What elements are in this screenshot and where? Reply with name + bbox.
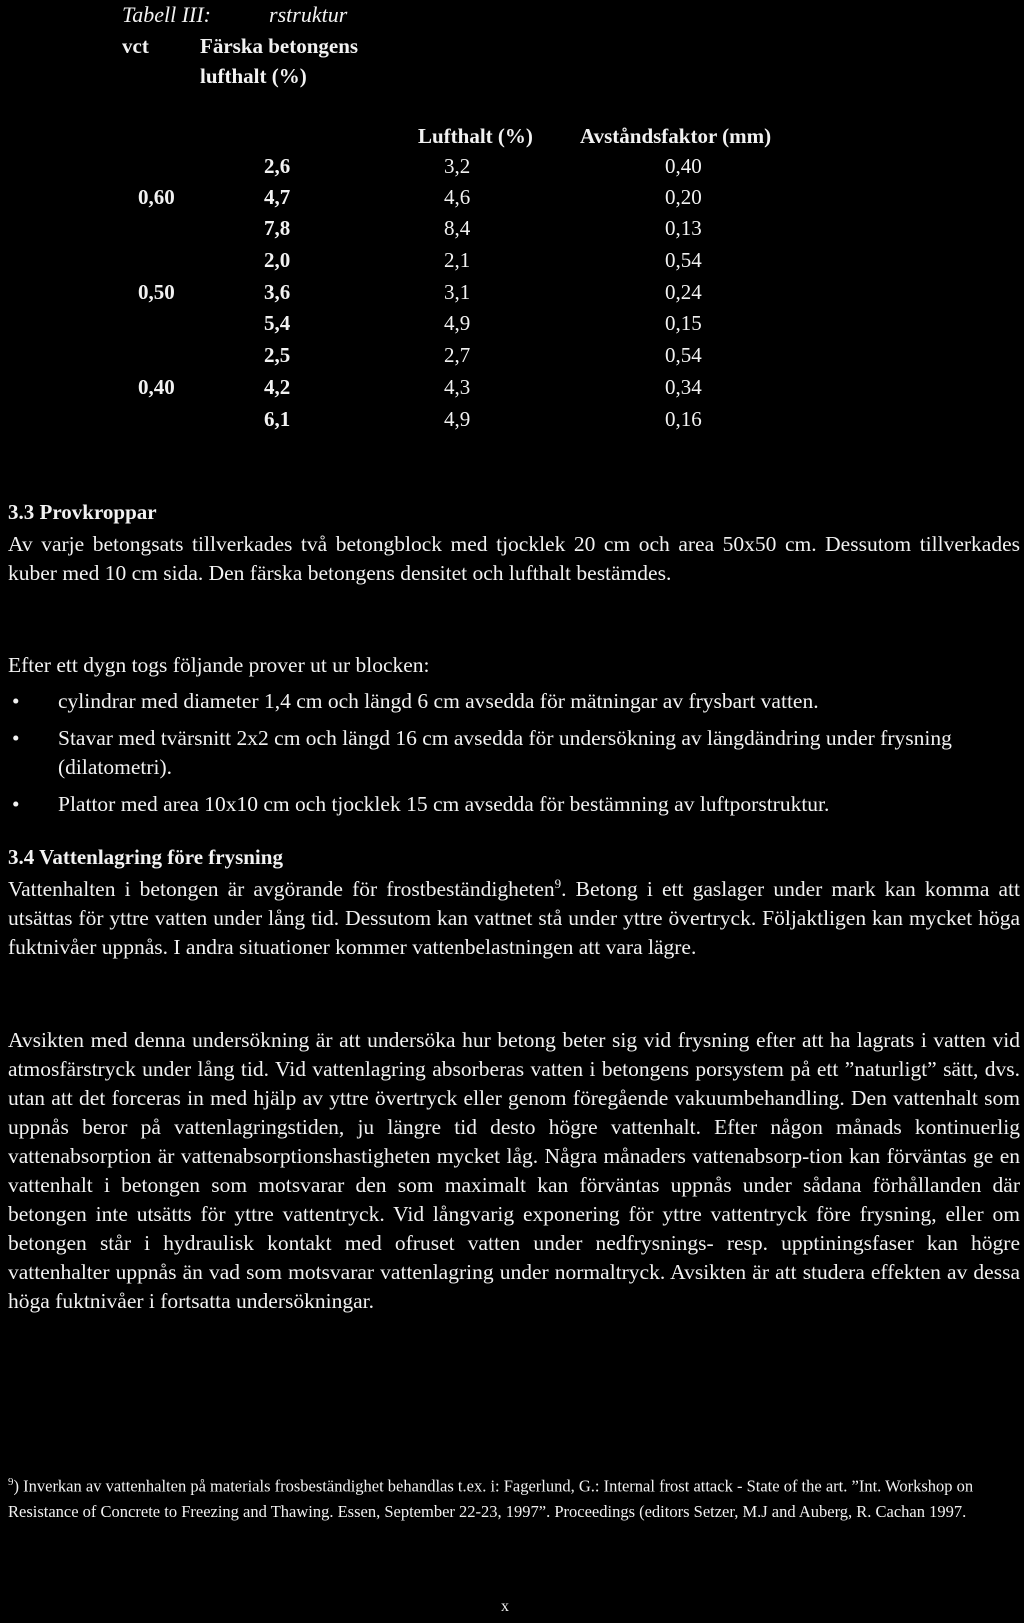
list-item	[8, 790, 1020, 819]
footnote	[8, 1470, 1012, 1524]
bullet-icon: •	[12, 726, 20, 750]
col-header-air-content: Lufthalt (%)	[418, 124, 533, 148]
table-row	[0, 154, 1024, 184]
table-row	[0, 216, 1024, 246]
cell-fresh-air: 4,2	[264, 375, 291, 399]
cell-spacing-factor: 0,40	[665, 154, 702, 178]
paragraph-water-content	[8, 875, 1020, 962]
section-heading-3-3: 3.3 Provkroppar	[8, 500, 157, 524]
table-row	[0, 280, 1024, 310]
cell-spacing-factor: 0,24	[665, 280, 702, 304]
col-header-fresh-air: Färska betongens	[200, 34, 359, 58]
page-number: x	[501, 1598, 509, 1615]
cell-fresh-air: 7,8	[264, 216, 291, 240]
list-item-text: cylindrar med diameter 1,4 cm och längd 6 cm avsedda för mätningar av frysbart vatten.	[58, 689, 819, 713]
paragraph-text: Vattenhalten i betongen är avgörande för frostbeständigheten	[8, 877, 555, 901]
cell-spacing-factor: 0,16	[665, 407, 702, 431]
table-row	[0, 343, 1024, 373]
cell-fresh-air: 4,7	[264, 185, 291, 209]
col-header-fresh-air-unit: lufthalt (%)	[200, 64, 307, 88]
cell-spacing-factor: 0,34	[665, 375, 702, 399]
table-row	[0, 407, 1024, 437]
cell-air-content: 4,9	[444, 311, 471, 335]
bullet-icon: •	[12, 689, 20, 713]
cell-vct: 0,60	[138, 185, 175, 209]
cell-air-content: 8,4	[444, 216, 471, 240]
cell-fresh-air: 2,0	[264, 248, 291, 272]
cell-air-content: 4,9	[444, 407, 471, 431]
paragraph-purpose: Avsikten med denna undersökning är att undersöka hur betong beter sig vid frysning efter att ha lagrats i vatten vid atmosfärstryck under lång tid. Vid vattenlagring absorberas vatten i betongens porsystem på ett ”naturligt” sätt, dvs. utan att det forceras in med hjälp av yttre övertryck eller genom föregående vakuumbehandling. Den vattenhalt som uppnås beror på vattenlagringstiden, ju längre tid desto högre vattenhalt. Efter någon månads kontinuerlig vattenabsorption är vattenabsorptionshastigheten mycket låg. Några månaders vattenabsorp-tion kan förväntas ge en vattenhalt i betongen som motsvarar den som maximalt kan förväntas uppnås under sådana förhållanden där betongen inte utsätts för yttre vattentryck. Vid långvarig exponering för yttre vattentryck före frysning, eller om betongen står i hydraulisk kontakt med ofruset vatten under nedfrysnings- resp. upptiningsfaser kan högre vattenhalter uppnås än vad som motsvarar vattenlagring under normaltryck. Avsikten är att studera effekten av dessa höga fuktnivåer i fortsatta undersökningar.	[8, 1028, 1020, 1313]
cell-fresh-air: 6,1	[264, 407, 291, 431]
table-row	[0, 185, 1024, 215]
bullet-icon: •	[12, 792, 20, 816]
paragraph-specimens: Av varje betongsats tillverkades två betongblock med tjocklek 20 cm och area 50x50 cm. Dessutom tillverkades kuber med 10 cm sida. Den färska betongens densitet och lufthalt bestämdes.	[8, 532, 1020, 585]
cell-fresh-air: 5,4	[264, 311, 291, 335]
cell-vct: 0,50	[138, 280, 175, 304]
cell-air-content: 3,2	[444, 154, 471, 178]
table-row	[0, 248, 1024, 278]
paragraph-samples-intro: Efter ett dygn togs följande prover ut ur blocken:	[8, 653, 430, 677]
list-item	[8, 687, 1020, 716]
cell-fresh-air: 2,5	[264, 343, 291, 367]
cell-air-content: 4,3	[444, 375, 471, 399]
table-caption-title: rstruktur	[269, 2, 348, 27]
cell-spacing-factor: 0,54	[665, 343, 702, 367]
cell-air-content: 3,1	[444, 280, 471, 304]
list-item-text: Stavar med tvärsnitt 2x2 cm och längd 16 cm avsedda för undersökning av längdändring under frysning (dilatometri).	[58, 726, 952, 779]
cell-spacing-factor: 0,13	[665, 216, 702, 240]
table-row	[0, 311, 1024, 341]
cell-vct: 0,40	[138, 375, 175, 399]
cell-spacing-factor: 0,54	[665, 248, 702, 272]
footnote-text: ) Inverkan av vattenhalten på materials frosbeständighet behandlas t.ex. i: Fagerlund, G.: Internal frost attack - State of the art. ”Int. Workshop on Resistance of Concrete to Freezing and Thawing. Essen, September 22-23, 1997”. Proceedings (editors Setzer, M.J and Auberg, R. Cachan 1997.	[8, 1476, 974, 1521]
cell-air-content: 2,7	[444, 343, 471, 367]
table-caption-label: Tabell III:	[122, 2, 212, 27]
sample-list	[8, 687, 1020, 827]
cell-spacing-factor: 0,20	[665, 185, 702, 209]
table-row	[0, 375, 1024, 405]
cell-fresh-air: 3,6	[264, 280, 291, 304]
paragraph-text: . Betong i ett gaslager under mark kan komma att utsättas för yttre vatten under lång tid. Dessutom kan vattnet stå under yttre övertryck. Följaktligen kan mycket höga fuktnivåer uppnås. I andra situationer kommer vattenbelastningen att vara lägre.	[8, 877, 1020, 959]
col-header-spacing-factor: Avståndsfaktor (mm)	[580, 124, 772, 148]
table-caption	[122, 2, 347, 28]
footnote-ref: 9	[554, 875, 562, 891]
section-heading-3-4: 3.4 Vattenlagring före frysning	[8, 845, 283, 869]
cell-spacing-factor: 0,15	[665, 311, 702, 335]
cell-air-content: 2,1	[444, 248, 471, 272]
cell-air-content: 4,6	[444, 185, 471, 209]
cell-fresh-air: 2,6	[264, 154, 291, 178]
footnote-marker: 9	[8, 1476, 14, 1488]
col-header-vct: vct	[122, 34, 149, 58]
list-item-text: Plattor med area 10x10 cm och tjocklek 15 cm avsedda för bestämning av luftporstruktur.	[58, 792, 830, 816]
list-item	[8, 724, 1020, 782]
